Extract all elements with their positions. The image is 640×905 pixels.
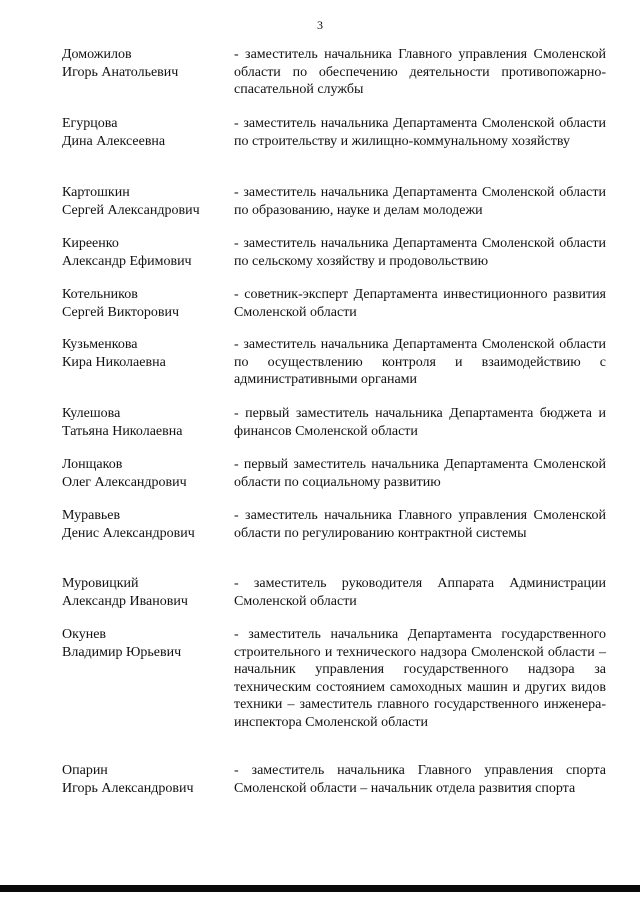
person-name (62, 235, 234, 270)
person-name (62, 507, 234, 542)
given-names: Александр Ефимович (62, 253, 192, 269)
given-names: Сергей Александрович (62, 202, 200, 218)
page-number: 3 (317, 18, 323, 32)
person-name (62, 575, 234, 610)
position-description: - советник-эксперт Департамента инвестиционного развития Смоленской области (234, 287, 606, 320)
list-item (62, 626, 607, 731)
surname: Кулешова (62, 406, 121, 421)
person-name (62, 456, 234, 491)
position-description: - заместитель руководителя Аппарата Администрации Смоленской области (234, 576, 606, 609)
person-name (62, 115, 234, 150)
given-names: Олег Александрович (62, 474, 187, 490)
position-description: - заместитель начальника Департамента Смоленской области по сельскому хозяйству и продовольствию (234, 236, 606, 269)
list-item (62, 286, 607, 321)
given-names: Сергей Викторович (62, 304, 180, 320)
list-item (62, 336, 607, 389)
given-names: Татьяна Николаевна (62, 423, 183, 439)
surname: Муравьев (62, 508, 121, 523)
surname: Кузьменкова (62, 337, 138, 352)
list-item (62, 184, 607, 219)
list-item (62, 115, 607, 150)
position-description: - заместитель начальника Главного управления Смоленской области по регулированию контрактной системы (234, 508, 606, 541)
position-description: - первый заместитель начальника Департамента Смоленской области по социальному развитию (234, 457, 606, 490)
person-name (62, 762, 234, 797)
scan-edge-bar (0, 885, 640, 892)
list-item (62, 405, 607, 440)
surname: Опарин (62, 763, 108, 778)
given-names: Владимир Юрьевич (62, 644, 182, 660)
surname: Доможилов (62, 47, 132, 62)
surname: Муровицкий (62, 576, 139, 591)
given-names: Александр Иванович (62, 593, 188, 609)
position-description: - заместитель начальника Департамента Смоленской области по строительству и жилищно-коммунальному хозяйству (234, 116, 606, 149)
person-name (62, 336, 234, 389)
surname: Киреенко (62, 236, 119, 251)
person-name (62, 46, 234, 99)
surname: Картошкин (62, 185, 130, 200)
list-item (62, 507, 607, 542)
surname: Окунев (62, 627, 107, 642)
position-description: - заместитель начальника Департамента государственного строительного и технического надзора Смоленской области – начальник управления государственного надзора за техническим состоянием самоходных машин и других видов техники – заместитель главного государственного инженера-инспектора Смоленской области (234, 627, 606, 730)
position-description: - заместитель начальника Департамента Смоленской области по образованию, науке и делам молодежи (234, 185, 606, 218)
given-names: Дина Алексеевна (62, 133, 166, 149)
person-name (62, 405, 234, 440)
given-names: Кира Николаевна (62, 354, 166, 370)
list-item (62, 235, 607, 270)
person-name (62, 184, 234, 219)
given-names: Игорь Анатольевич (62, 64, 179, 80)
person-name (62, 626, 234, 731)
surname: Котельников (62, 287, 138, 302)
list-item (62, 456, 607, 491)
surname: Лонщаков (62, 457, 123, 472)
list-item (62, 762, 607, 797)
position-description: - заместитель начальника Главного управления Смоленской области по обеспечению деятельности противопожарно-спасательной службы (234, 47, 606, 97)
position-description: - первый заместитель начальника Департамента бюджета и финансов Смоленской области (234, 406, 606, 439)
list-item (62, 575, 607, 610)
position-description: - заместитель начальника Главного управления спорта Смоленской области – начальник отдела развития спорта (234, 763, 606, 796)
list-item (62, 46, 607, 99)
surname: Егурцова (62, 116, 118, 131)
position-description: - заместитель начальника Департамента Смоленской области по осуществлению контроля и взаимодействию с административными органами (234, 337, 606, 387)
given-names: Денис Александрович (62, 525, 195, 541)
given-names: Игорь Александрович (62, 780, 194, 796)
person-name (62, 286, 234, 321)
